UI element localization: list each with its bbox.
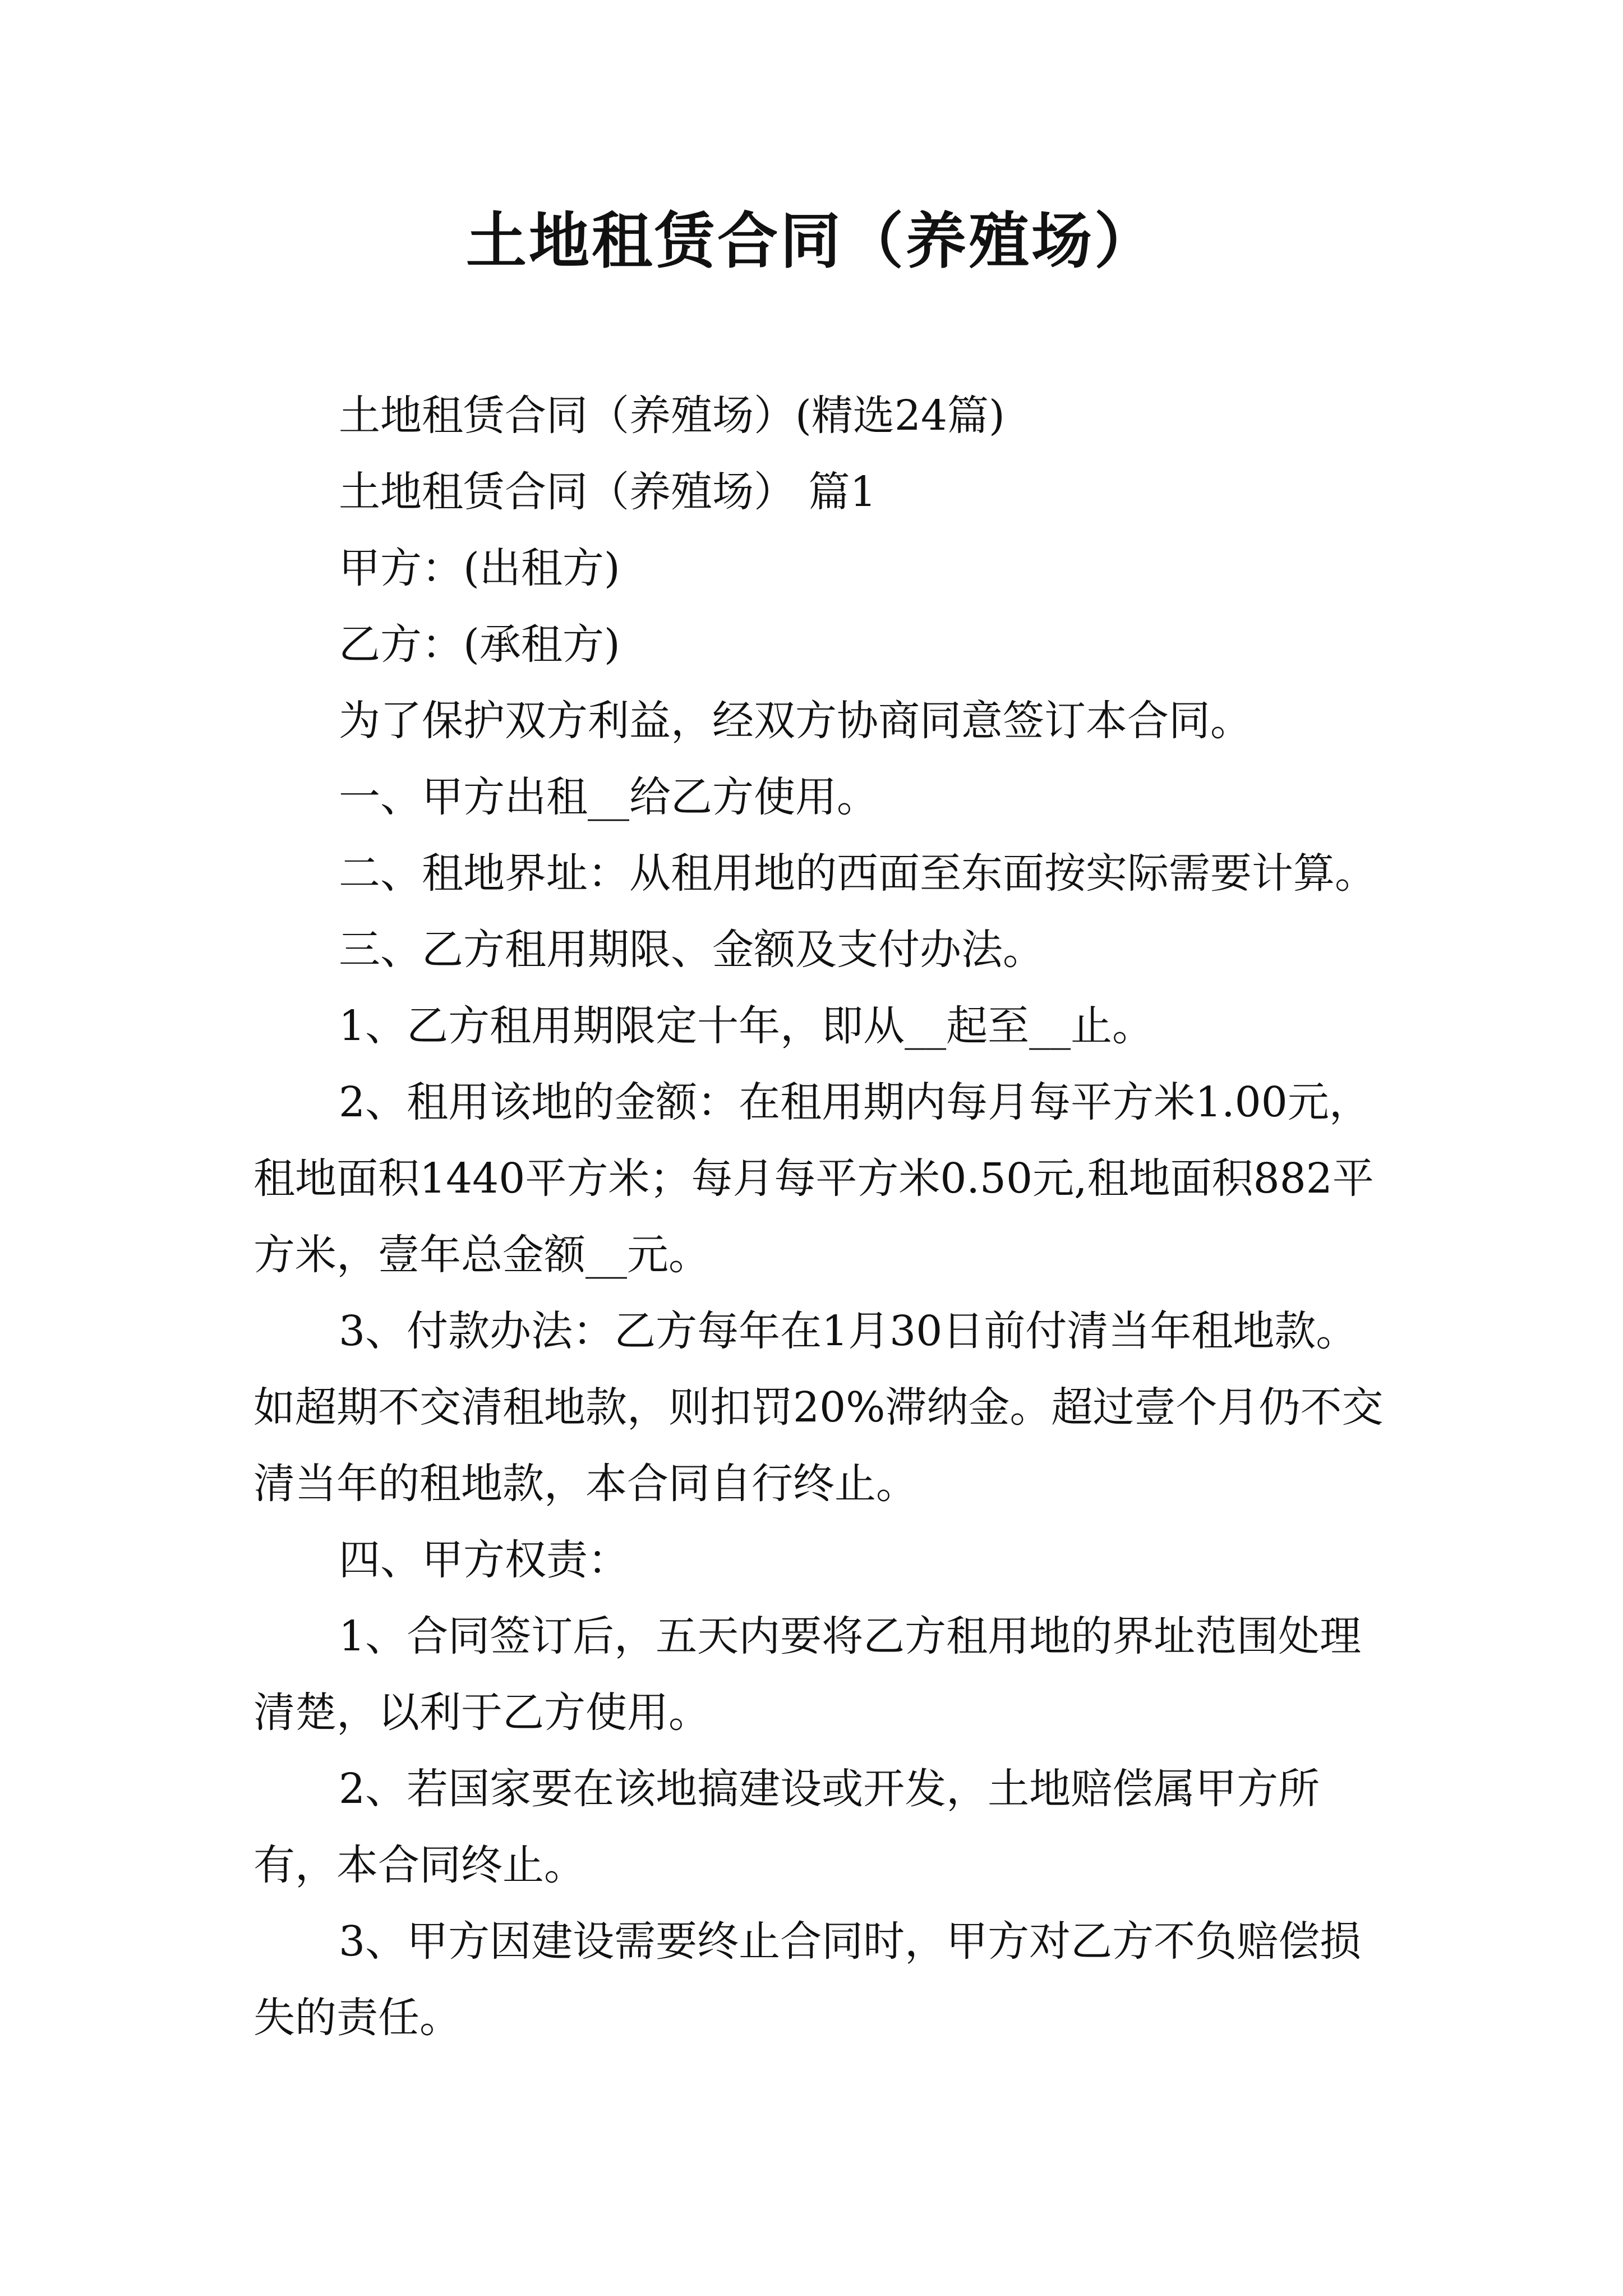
paragraph-duty-1: 1、合同签订后，五天内要将乙方租用地的界址范围处理清楚，以利于乙方使用。: [253, 1612, 1362, 1737]
paragraph-clause-2: 二、租地界址：从租用地的西面至东面按实际需要计算。: [339, 849, 1376, 898]
paragraph-clause-4: 四、甲方权责：: [339, 1536, 629, 1584]
paragraph-payment: 3、付款办法：乙方每年在1月30日前付清当年租地款。如超期不交清租地款，则扣罚20%滞纳金。超过壹个月仍不交清当年的租地款，本合同自行终止。: [253, 1307, 1384, 1508]
document-body: [253, 378, 1386, 2056]
paragraph-clause-3: 三、乙方租用期限、金额及支付办法。: [339, 926, 1044, 974]
paragraph-article-heading: 土地租赁合同（养殖场） 篇1: [339, 468, 877, 516]
paragraph-duty-2: 2、若国家要在该地搞建设或开发，土地赔偿属甲方所有，本合同终止。: [253, 1765, 1320, 1889]
paragraph-party-b: 乙方：(承租方): [339, 620, 620, 669]
paragraph-clause-1: 一、甲方出租__给乙方使用。: [339, 773, 878, 821]
paragraph-party-a: 甲方：(出租方): [339, 544, 620, 592]
paragraph-amount: 2、租用该地的金额：在租用期内每月每平方米1.00元，租地面积1440平方米；每月每平方米0.50元,租地面积882平方米，壹年总金额__元。: [253, 1078, 1374, 1279]
paragraph-collection-title: 土地租赁合同（养殖场）(精选24篇): [339, 392, 1005, 440]
paragraph-term: 1、乙方租用期限定十年，即从__起至__止。: [339, 1002, 1154, 1050]
paragraph-duty-3: 3、甲方因建设需要终止合同时，甲方对乙方不负赔偿损失的责任。: [253, 1917, 1362, 2042]
paragraph-preamble: 为了保护双方利益，经双方协商同意签订本合同。: [339, 697, 1252, 745]
document-title: 土地租赁合同（养殖场）: [465, 206, 1157, 277]
